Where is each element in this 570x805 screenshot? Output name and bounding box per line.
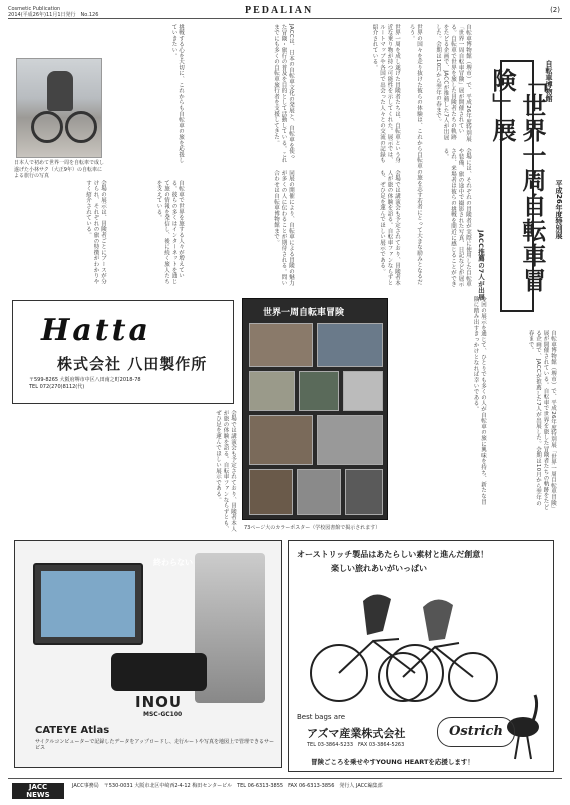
- ostrich-ad: [288, 540, 554, 772]
- newsletter-title: PEDALIAN: [245, 5, 314, 16]
- poster-photo: [297, 469, 341, 515]
- article-col-8: 挑戦する心を大切に、これからも自転車の旅を応援していきたい。: [170, 24, 184, 164]
- poster-collage: [242, 298, 388, 520]
- footer-logo-line1: JACC: [28, 783, 48, 791]
- cateye-product-name: INOU: [135, 693, 183, 711]
- hatta-address-line: 〒599-8265 大阪府堺市中区八田南之町2018-78: [29, 377, 141, 383]
- hatta-address: [29, 377, 141, 391]
- hatta-ad: [12, 300, 234, 404]
- bicycle-illustration: [303, 581, 503, 707]
- headline-main: 「世界一周自転車冒険」展: [500, 60, 534, 312]
- laptop-screen: [41, 571, 135, 637]
- ostrich-subheadline: 楽しい旅れあいがいっぱい: [331, 564, 427, 573]
- ostrich-best-bags: Best bags are: [297, 713, 346, 721]
- footer-logo-line2: NEWS: [26, 791, 50, 799]
- cateye-ad: [14, 540, 282, 768]
- headline-sub-special: 平成26年度特別展: [555, 180, 563, 239]
- article-col-12: 会場では講演会も予定されており、冒険者本人が旅の体験を語る。自転車ファンならずとも、ぜひ足を運んでほしい展示である。: [215, 410, 236, 532]
- page-number: (2): [550, 6, 560, 14]
- headline-sub-museum: 自転車博物館: [545, 60, 553, 102]
- poster-photo: [249, 469, 293, 515]
- cateye-tagline: 終わらない: [153, 558, 193, 567]
- gps-device-image: [111, 653, 207, 691]
- article-col-7: 同展の開催により、自転車による冒険の魅力が多くの人に伝わることが期待される。問い合わせは自転車博物館まで。: [273, 170, 294, 286]
- poster-photo: [343, 371, 383, 411]
- poster-photo: [249, 415, 313, 465]
- ostrich-tel: TEL 03-3864-5233 FAX 03-3864-5263: [307, 742, 405, 748]
- poster-photo: [317, 415, 383, 465]
- headline-block: [488, 60, 563, 320]
- headline-tail: JACC推薦の7人が出展: [477, 230, 485, 301]
- ostrich-logo: Ostrich: [437, 717, 515, 747]
- issue-date: 2014(平成26年)11月1日発行 No.126: [8, 12, 99, 18]
- poster-photo: [249, 323, 313, 367]
- poster-photo: [345, 469, 383, 515]
- article-col-5: 会場では講演会も予定されており、冒険者本人が旅の体験を語る。自転車ファンならずとも、ぜひ足を運んでほしい展示である。: [379, 170, 400, 286]
- ostrich-headline: オーストリッチ製品はあたらしい素材と進んだ創意！: [297, 550, 489, 559]
- article-col-9: 自転車で世界を旅する人々が増えている。彼らの多くはインターネットを通じて旅の情報を発信し、後に続く旅人たちを支えている。: [155, 180, 184, 285]
- bicycle-wheel-front: [31, 111, 63, 143]
- article-col-3: 世界の国々を走り抜けた彼らの体験は、これから自転車の旅を志す若者にとって大きな励みとなるだろう。: [408, 24, 422, 285]
- poster-title: 世界一周自転車冒険: [263, 308, 345, 318]
- article-col-6: JACCは、日本の自転車文化の発展と、自転車を使った冒険・旅行の普及を目的として活動している。これまでにも多くの自転車旅行者を支援してきた。: [273, 24, 294, 164]
- poster-caption: 73ページ大のカラーポスター（学校図書館で掲示されます）: [244, 525, 381, 531]
- cyclist-photo: [16, 58, 102, 158]
- article-col-10: 今回の展示を通じて、ひとりでも多くの人が自転車の旅に興味を持ち、新たな冒険に踏み出すきっかけとなれば幸いである。: [472, 296, 486, 505]
- header-divider: [8, 18, 562, 19]
- article-col-photo-below: 会場の展示は、冒険者ごとにブースが分けられ、それぞれの旅の特徴がわかりやすく紹介されている。: [85, 180, 106, 285]
- footer-logo: [12, 783, 64, 799]
- laptop-image: [33, 563, 143, 645]
- article-col-1: 自転車博物館（堺市）で、平成26年度特別展「世界一周自転車冒険」展が開催されている。自転車で世界を旅した冒険者たちの軌跡をたどる企画で、JACCが推薦した7人が出展した。会期は10月から翌年の春まで。: [435, 24, 471, 142]
- ostrich-company: アズマ産業株式会社: [307, 727, 406, 740]
- publication-label: Cosmetic Publication: [8, 6, 61, 12]
- cateye-brand: CATEYE Atlas: [35, 725, 110, 736]
- hatta-company-name: 株式会社 八田製作所: [57, 355, 208, 373]
- photo-caption: 日本人で初めて世界一周を自転車で成し遂げた小林サク（大正9年）の自転車による旅行の写真: [14, 160, 105, 179]
- ostrich-footer-slogan: 冒険ごころを乗せやすYOUNG HEARTを応援します！: [311, 758, 474, 766]
- page-footer: [8, 778, 562, 799]
- article-col-4: 世界一周を成し遂げた冒険者たちは、自転車という身近な乗り物が持つ可能性を示してくれた。展示では、ルートマップや各国で出会った人々との交流の記録も紹介されている。: [371, 24, 400, 164]
- rider-figure: [47, 71, 73, 111]
- footer-contact: JACC事務局 〒530-0031 大阪市北区中崎西2-4-12 梅田センタービル TEL 06-6313-3855 FAX 06-6313-3856 発行人 JACC編集部: [72, 783, 383, 789]
- cateye-model: MSC-GC100: [143, 711, 183, 718]
- poster-photo: [299, 371, 339, 411]
- article-col-2: 会場には、それぞれの冒険者が実際に使用した自転車や装備、旅の途中で撮影された写真、日記などが展示され、来場者は彼らの挑戦を間近に感じることができる。: [442, 148, 471, 288]
- cateye-description: サイクルコンピューターで記録したデータをアップロードし、走行ルートや写真を地図上で管理できるサービス: [35, 739, 275, 751]
- bicycle-wheel-rear: [65, 111, 97, 143]
- article-col-11: 自転車博物館（堺市）で、平成26年度特別展「世界一周自転車冒険」展が開催されている。自転車で世界を旅した冒険者たちの軌跡をたどる企画で、JACCが推薦した7人が出展した。会期は10月から翌年の春まで。: [527, 330, 556, 510]
- poster-photo: [317, 323, 383, 367]
- hatta-logo: Hatta: [41, 313, 151, 348]
- poster-photo: [249, 371, 295, 411]
- header-left: [8, 6, 98, 18]
- hatta-tel: TEL 072(270)8112(代): [29, 384, 85, 390]
